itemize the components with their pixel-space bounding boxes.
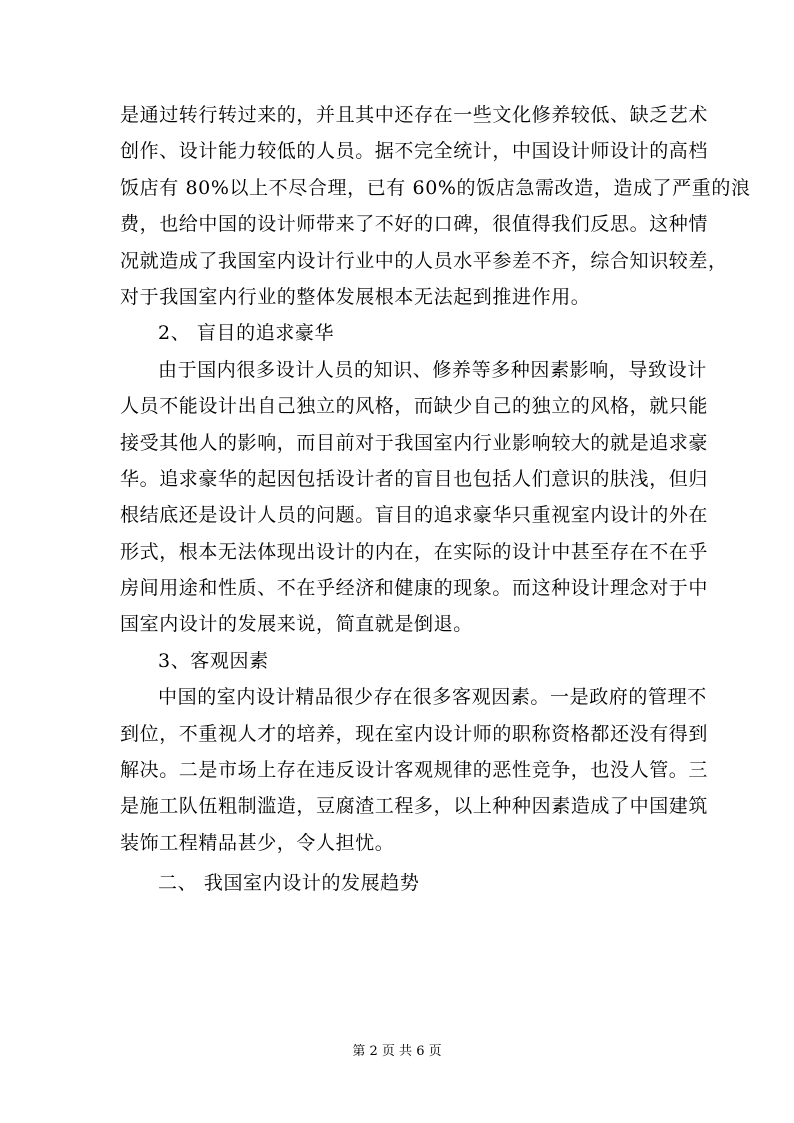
text-line: 国室内设计的发展来说，简直就是倒退。: [120, 613, 473, 636]
paragraph-2: [120, 352, 709, 643]
text-line: 接受其他人的影响，而目前对于我国室内行业影响较大的就是追求豪: [120, 431, 709, 454]
subheading-2: 2、 盲目的追求豪华: [158, 322, 335, 345]
text-line: 人员不能设计出自己独立的风格，而缺少自己的独立的风格，就只能: [120, 395, 709, 418]
text-line: 是施工队伍粗制滥造，豆腐渣工程多，以上种种因素造成了中国建筑: [120, 795, 709, 818]
document-body: [120, 97, 751, 902]
text-line: 对于我国室内行业的整体发展根本无法起到推进作用。: [120, 285, 591, 308]
subheading-3: 3、客观因素: [158, 649, 269, 672]
text-line: 解决。二是市场上存在违反设计客观规律的恶性竞争，也没人管。三: [120, 759, 709, 782]
section-heading: 二、 我国室内设计的发展趋势: [158, 872, 420, 895]
text-line: 房间用途和性质、不在乎经济和健康的现象。而这种设计理念对于中: [120, 577, 709, 600]
text-line: 饭店有 80%以上不尽合理，已有 60%的饭店急需改造，造成了严重的浪: [120, 176, 751, 199]
text-line: 由于国内很多设计人员的知识、修养等多种因素影响，导致设计: [158, 358, 707, 381]
text-line: 中国的室内设计精品很少存在很多客观因素。一是政府的管理不: [158, 686, 707, 709]
page-number: 第 2 页 共 6 页: [352, 1044, 442, 1059]
text-line: 是通过转行转过来的，并且其中还存在一些文化修养较低、缺乏艺术: [120, 104, 709, 126]
text-line: 费，也给中国的设计师带来了不好的口碑，很值得我们反思。这种情: [120, 213, 709, 236]
text-line: 况就造成了我国室内设计行业中的人员水平参差不齐，综合知识较差，: [120, 249, 728, 272]
text-line: 装饰工程精品甚少，令人担忧。: [120, 831, 395, 854]
text-line: 创作、设计能力较低的人员。据不完全统计，中国设计师设计的高档: [120, 140, 709, 163]
text-line: 到位，不重视人才的培养，现在室内设计师的职称资格都还没有得到: [120, 722, 709, 745]
text-line: 华。追求豪华的起因包括设计者的盲目也包括人们意识的肤浅，但归: [120, 467, 709, 490]
text-line: 形式，根本无法体现出设计的内在，在实际的设计中甚至存在不在乎: [120, 540, 709, 563]
paragraph-continued: [120, 97, 751, 315]
paragraph-3: [120, 679, 709, 861]
text-line: 根结底还是设计人员的问题。盲目的追求豪华只重视室内设计的外在: [120, 504, 709, 527]
